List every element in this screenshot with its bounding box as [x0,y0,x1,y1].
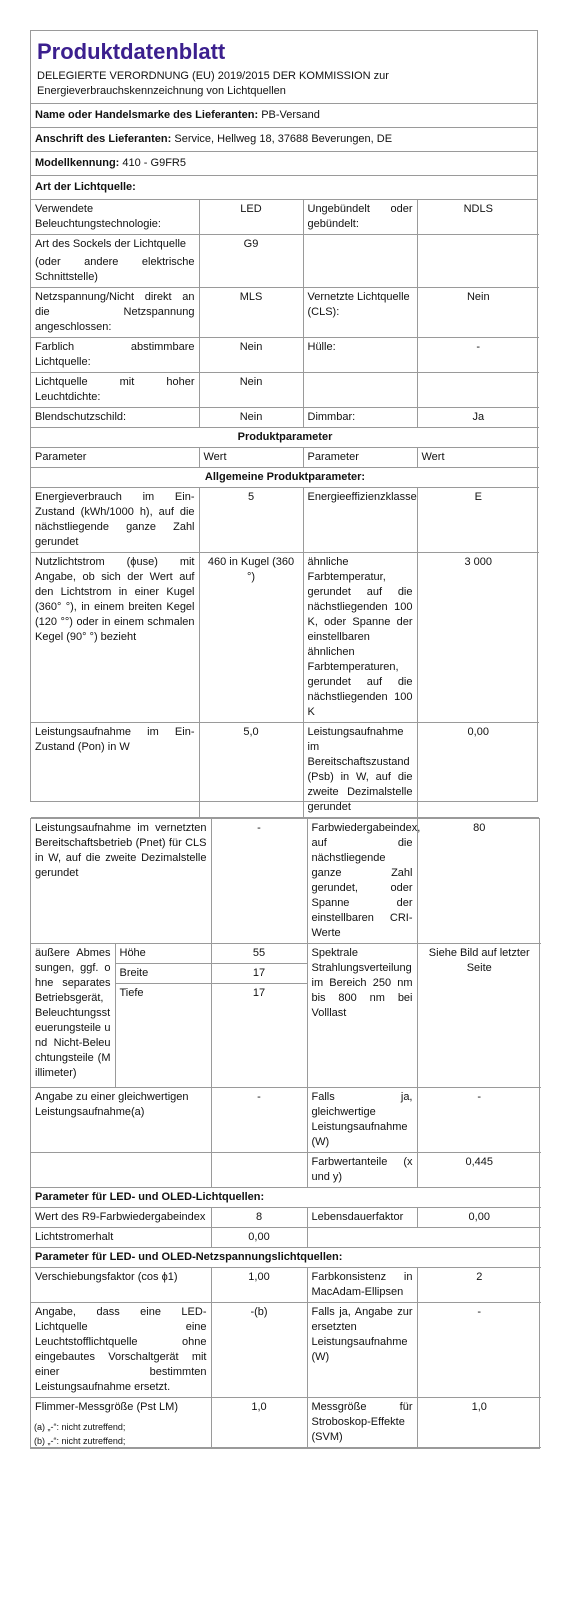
supplier-address-row [31,128,537,152]
model-value: 410 - G9FR5 [122,157,186,169]
socket-value: G9 [199,235,303,288]
replace-yes-label: Falls ja, Angabe zur ersetzten Leistungsaufnahme (W) [307,1303,417,1398]
equiv-yes-label: Falls ja, gleichwertige Leistungsaufnahme (W) [307,1088,417,1153]
flicker-value: 1,0 [211,1398,307,1448]
chroma-label: Farbwertanteile (x und y) [307,1153,417,1188]
datasheet-page-1 [30,30,538,813]
chroma-value: 0,445 [417,1153,541,1188]
table-row [31,1303,541,1398]
tunable-value: Nein [199,338,303,373]
led-params-heading: Parameter für LED- und OLED-Lichtquellen: [31,1188,541,1208]
psb-label: Leistungsaufnahme im Bereitschaftszustand (Psb) in W, auf die zweite Dezimalstelle gerundet [303,723,417,818]
survival-label: Lebensdauerfaktor [307,1208,417,1228]
model-row [31,152,537,176]
col-value-header: Wert [199,448,303,468]
table-row [31,944,541,964]
table-row [31,468,539,488]
supplier-name-row [31,104,537,128]
supplier-name-label: Name oder Handelsmarke des Lieferanten: [35,109,259,121]
r9-label: Wert des R9-Farbwiedergabeindex [31,1208,211,1228]
glare-value: Nein [199,408,303,428]
table-row [31,723,539,818]
depth-value: 17 [211,984,307,1088]
svm-value: 1,0 [417,1398,541,1448]
maint-value: 0,00 [211,1228,307,1248]
dimmable-value: Ja [417,408,539,428]
class-label: Energieeffizienzklasse [303,488,417,553]
cos-label: Verschiebungsfaktor (cos ϕ1) [31,1268,211,1303]
supplier-address-label: Anschrift des Lieferanten: [35,133,172,145]
footnote-b: (b) „-“: nicht zutreffend; [34,1436,126,1446]
col-param-header: Parameter [303,448,417,468]
flicker-label: Flimmer-Messgröße (Pst LM) [31,1398,211,1448]
psb-value: 0,00 [417,723,539,818]
table-row [31,488,539,553]
equiv-label: Angabe zu einer gleichwertigen Leistungsaufnahme(a) [31,1088,211,1153]
supplier-address-value: Service, Hellweg 18, 37688 Beverungen, DE [174,133,393,145]
cri-value: 80 [417,819,541,944]
table-row [31,373,539,408]
cri-label: Farbwiedergabeindex, auf die nächstliegende ganze Zahl gerundet, oder Spanne der einstellbaren CRI-Werte [307,819,417,944]
pon-label: Leistungsaufnahme im Ein-Zustand (Pon) in W [31,723,199,818]
page-title: Produktdatenblatt [37,39,226,64]
energy-value: 5 [199,488,303,553]
pnet-label: Leistungsaufnahme im vernetzten Bereitschaftsbetrieb (Pnet) für CLS in W, auf die zweite Dezimalstelle gerundet [31,819,211,944]
cct-label: ähnliche Farbtemperatur, gerundet auf die nächstliegenden 100 K, oder Spanne der einstellbaren ähnlichen Farbtemperaturen, gerundet auf die nächstliegenden 100 K [303,553,417,723]
replace-yes-value: - [417,1303,541,1398]
equiv-value: - [211,1088,307,1153]
model-label: Modellkennung: [35,157,120,169]
tunable-label: Farblich abstimmbare Lichtquelle: [31,338,199,373]
cls-label: Vernetzte Lichtquelle (CLS): [303,288,417,338]
params-table-page-2 [31,819,541,1448]
product-params-heading: Produktparameter [31,428,539,448]
col-param-header: Parameter [31,448,199,468]
class-value: E [417,488,539,553]
tech-label: Verwendete Beleuchtungstechnologie: [31,200,199,235]
pnet-value: - [211,819,307,944]
light-source-type-row [31,176,537,200]
col-value-header: Wert [417,448,539,468]
width-label: Breite [115,964,211,984]
flux-label: Nutzlichtstrom (ϕuse) mit Angabe, ob sich der Wert auf den Lichtstrom in einer Kugel (360° °), in einem breiten Kegel (120 °°) oder in einem schmalen Kegel (90° °) bezieht [31,553,199,723]
mains-label: Netzspannung/Nicht direkt an die Netzspannung angeschlossen: [31,288,199,338]
table-row [31,200,539,235]
footnote-a: (a) „-“: nicht zutreffend; [34,1422,126,1432]
width-value: 17 [211,964,307,984]
table-row [31,1208,541,1228]
light-source-type-label: Art der Lichtquelle: [35,181,136,193]
envelope-label: Hülle: [303,338,417,373]
bundled-label: Ungebündelt oder gebündelt: [303,200,417,235]
footnotes [34,1420,125,1448]
table-row [31,408,539,428]
regulation-subtitle: DELEGIERTE VERORDNUNG (EU) 2019/2015 DER KOMMISSION zur Energieverbrauchskennzeichnung von Lichtquellen [37,70,389,97]
table-row [31,553,539,723]
cct-value: 3 000 [417,553,539,723]
equiv-yes-value: - [417,1088,541,1153]
energy-label: Energieverbrauch im Ein-Zustand (kWh/1000 h), auf die nächstliegende ganze Zahl gerundet [31,488,199,553]
light-source-table [31,200,539,818]
table-row [31,1268,541,1303]
title-block [31,31,537,104]
macadam-label: Farbkonsistenz in MacAdam-Ellipsen [307,1268,417,1303]
table-row [31,448,539,468]
table-row [31,1153,541,1188]
general-params-heading: Allgemeine Produktparameter: [31,468,539,488]
datasheet-page-2 [30,818,540,1449]
table-row [31,338,539,373]
luminance-value: Nein [199,373,303,408]
envelope-value: - [417,338,539,373]
mains-value: MLS [199,288,303,338]
table-row [31,1088,541,1153]
table-row [31,1228,541,1248]
dims-label: äußere Abmessungen, ggf. ohne separates Betriebsgerät, Beleuchtungssteuerungsteile und Nicht-Beleuchtungsteile (Millimeter) [31,944,115,1088]
cls-value: Nein [417,288,539,338]
maint-label: Lichtstromerhalt [31,1228,211,1248]
pon-value: 5,0 [199,723,303,818]
height-value: 55 [211,944,307,964]
r9-value: 8 [211,1208,307,1228]
replace-value: -(b) [211,1303,307,1398]
bundled-value: NDLS [417,200,539,235]
socket-label-note: (oder andere elektrische Schnittstelle) [35,256,195,283]
survival-value: 0,00 [417,1208,541,1228]
table-row [31,235,539,288]
socket-label-cell [31,235,199,288]
socket-label: Art des Sockels der Lichtquelle [35,238,187,250]
flux-value: 460 in Kugel (360 °) [199,553,303,723]
luminance-label: Lichtquelle mit hoher Leuchtdichte: [31,373,199,408]
table-row [31,1248,541,1268]
depth-label: Tiefe [115,984,211,1088]
table-row [31,1188,541,1208]
supplier-name-value: PB-Versand [261,109,320,121]
replace-label: Angabe, dass eine LED-Lichtquelle eine Leuchtstofflichtquelle ohne eingebautes Vorschaltgerät mit einer bestimmten Leistungsaufnahme ersetzt. [31,1303,211,1398]
macadam-value: 2 [417,1268,541,1303]
dimmable-label: Dimmbar: [303,408,417,428]
glare-label: Blendschutzschild: [31,408,199,428]
table-row [31,288,539,338]
tech-value: LED [199,200,303,235]
table-row [31,819,541,944]
spectral-value: Siehe Bild auf letzter Seite [417,944,541,1088]
height-label: Höhe [115,944,211,964]
mains-params-heading: Parameter für LED- und OLED-Netzspannungslichtquellen: [31,1248,541,1268]
cos-value: 1,00 [211,1268,307,1303]
table-row [31,428,539,448]
spectral-label: Spektrale Strahlungsverteilung im Bereich 250 nm bis 800 nm bei Volllast [307,944,417,1088]
svm-label: Messgröße für Stroboskop-Effekte (SVM) [307,1398,417,1448]
